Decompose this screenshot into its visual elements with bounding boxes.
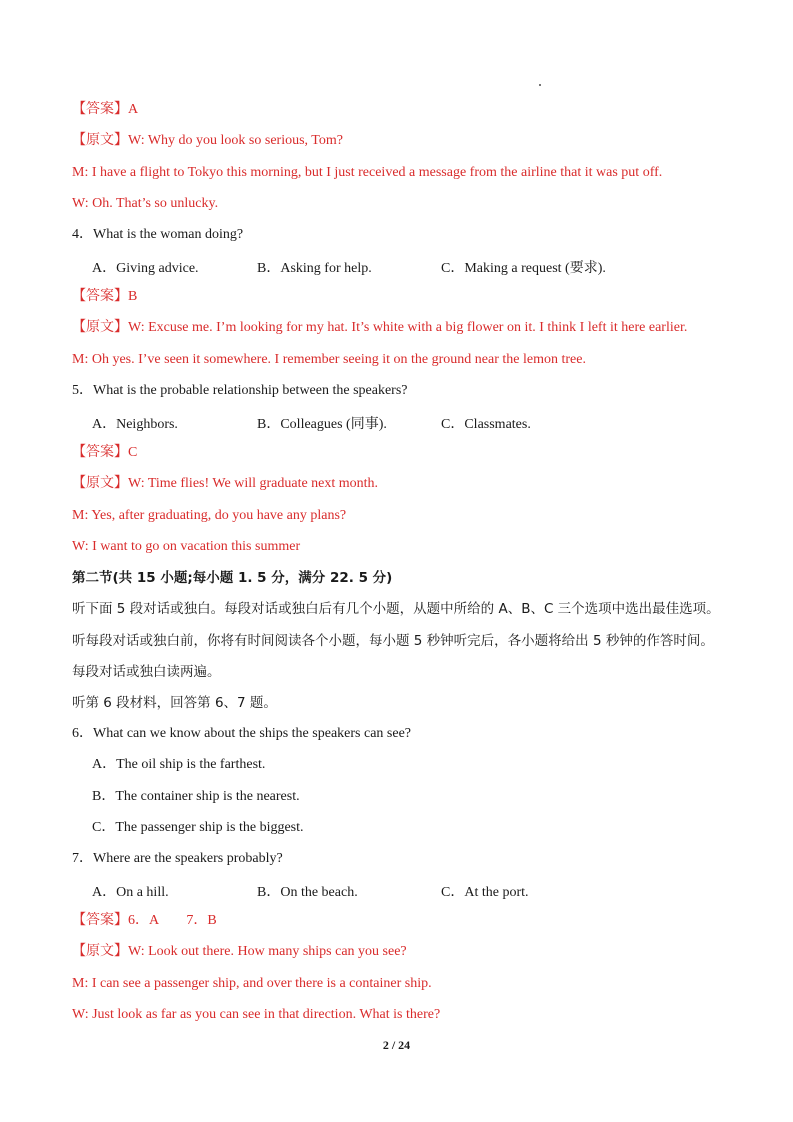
question-7-option-c: C．At the port. [441, 885, 529, 900]
transcript-line: W: Just look as far as you can see in that direction. What is there? [72, 1007, 441, 1022]
instruction-line: 每段对话或独白读两遍。 [72, 664, 221, 680]
question-6-option-c: C．The passenger ship is the biggest. [92, 820, 304, 835]
question-5-option-c: C．Classmates. [441, 417, 531, 432]
instruction-line: 听第 6 段材料，回答第 6、7 题。 [72, 695, 277, 711]
instruction-line: 听下面 5 段对话或独白。每段对话或独白后有几个小题，从题中所给的 A、B、C 三个选项中选出最佳选项。 [72, 601, 720, 617]
transcript-line: 【原文】W: Excuse me. I’m looking for my hat. It’s white with a big flower on it. I think I left it here earlier. [72, 320, 688, 335]
question-4-option-a: A．Giving advice. [92, 261, 199, 276]
question-6-option-a: A．The oil ship is the farthest. [92, 757, 266, 772]
transcript-line: M: Oh yes. I’ve seen it somewhere. I remember seeing it on the ground near the lemon tree. [72, 352, 586, 367]
section-heading: 第二节(共 15 小题;每小题 1. 5 分，满分 22. 5 分) [72, 570, 393, 586]
question-5-option-a: A．Neighbors. [92, 417, 178, 432]
transcript-line: W: I want to go on vacation this summer [72, 539, 301, 554]
question-7-option-b: B．On the beach. [257, 885, 358, 900]
question-6-option-b: B．The container ship is the nearest. [92, 789, 300, 804]
question-5-option-b: B．Colleagues (同事). [257, 417, 387, 432]
question-6: 6．What can we know about the ships the speakers can see? [72, 726, 411, 741]
question-7-option-a: A．On a hill. [92, 885, 169, 900]
answer-line: 【答案】B [72, 289, 138, 304]
answer-line: 【答案】A [72, 102, 139, 117]
transcript-line: W: Oh. That’s so unlucky. [72, 196, 219, 211]
question-4-option-c: C．Making a request (要求). [441, 261, 606, 276]
transcript-line: 【原文】W: Look out there. How many ships can you see? [72, 944, 407, 959]
transcript-line: 【原文】W: Why do you look so serious, Tom? [72, 133, 343, 148]
transcript-line: M: I have a flight to Tokyo this morning, but I just received a message from the airline that it was put off. [72, 165, 663, 180]
transcript-line: M: I can see a passenger ship, and over there is a container ship. [72, 976, 432, 991]
answer-line: 【答案】6．A 7．B [72, 913, 217, 928]
page-number: 2 / 24 [382, 1038, 411, 1052]
transcript-line: 【原文】W: Time flies! We will graduate next month. [72, 476, 379, 491]
question-4: 4．What is the woman doing? [72, 227, 244, 242]
scan-speck [539, 84, 541, 86]
answer-line: 【答案】C [72, 445, 138, 460]
question-7: 7．Where are the speakers probably? [72, 851, 283, 866]
instruction-line: 听每段对话或独白前，你将有时间阅读各个小题，每小题 5 秒钟听完后，各小题将给出 5 秒钟的作答时间。 [72, 633, 714, 649]
transcript-line: M: Yes, after graduating, do you have any plans? [72, 508, 347, 523]
question-4-option-b: B．Asking for help. [257, 261, 372, 276]
question-5: 5．What is the probable relationship between the speakers? [72, 383, 408, 398]
